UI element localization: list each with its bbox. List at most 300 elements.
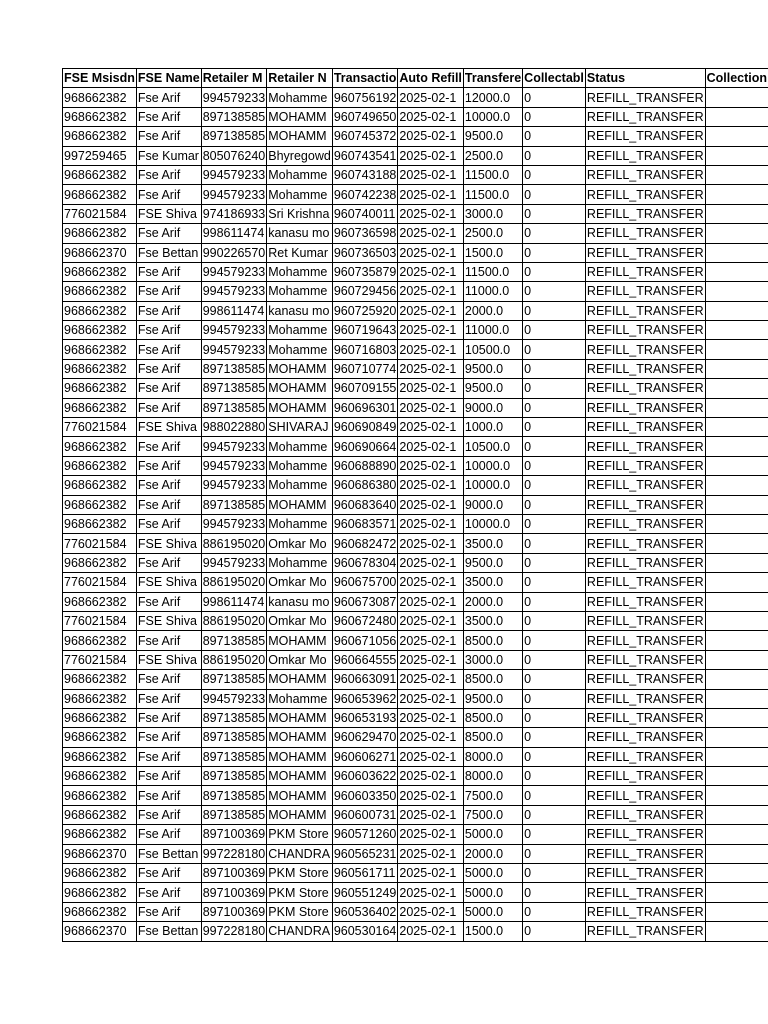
cell-fse-msisdn[interactable]: 776021584 <box>63 611 137 630</box>
header-fse-msisdn[interactable]: FSE Msisdn <box>63 69 137 88</box>
cell-fse-name[interactable]: Fse Arif <box>136 127 201 146</box>
cell-transfer[interactable]: 5000.0 <box>463 883 522 902</box>
cell-transaction[interactable]: 960672480 <box>332 611 398 630</box>
cell-transaction[interactable]: 960710774 <box>332 359 398 378</box>
cell-transfer[interactable]: 10000.0 <box>463 476 522 495</box>
cell-collection[interactable] <box>705 631 768 650</box>
cell-fse-msisdn[interactable]: 968662382 <box>63 476 137 495</box>
cell-transaction[interactable]: 960682472 <box>332 534 398 553</box>
cell-retailer-msisdn[interactable]: 897138585 <box>201 767 267 786</box>
cell-retailer-msisdn[interactable]: 990226570 <box>201 243 267 262</box>
cell-retailer-msisdn[interactable]: 997228180 <box>201 922 267 941</box>
cell-retailer-name[interactable]: Mohamme <box>267 553 333 572</box>
cell-retailer-name[interactable]: MOHAMM <box>267 728 333 747</box>
cell-transfer[interactable]: 8500.0 <box>463 728 522 747</box>
cell-retailer-name[interactable]: Mohamme <box>267 456 333 475</box>
cell-collection[interactable] <box>705 611 768 630</box>
cell-collectable[interactable]: 0 <box>523 631 586 650</box>
cell-fse-msisdn[interactable]: 968662370 <box>63 243 137 262</box>
cell-auto-refill[interactable]: 2025-02-1 <box>398 825 464 844</box>
cell-transfer[interactable]: 11000.0 <box>463 282 522 301</box>
cell-transaction[interactable]: 960664555 <box>332 650 398 669</box>
cell-status[interactable]: REFILL_TRANSFER <box>585 553 705 572</box>
cell-collection[interactable] <box>705 359 768 378</box>
cell-collection[interactable] <box>705 514 768 533</box>
header-auto-refill[interactable]: Auto Refill <box>398 69 464 88</box>
cell-retailer-name[interactable]: CHANDRA <box>267 922 333 941</box>
cell-transfer[interactable]: 3500.0 <box>463 534 522 553</box>
cell-transfer[interactable]: 9000.0 <box>463 495 522 514</box>
cell-collectable[interactable]: 0 <box>523 592 586 611</box>
cell-auto-refill[interactable]: 2025-02-1 <box>398 321 464 340</box>
cell-fse-msisdn[interactable]: 968662382 <box>63 902 137 921</box>
cell-transaction[interactable]: 960530164 <box>332 922 398 941</box>
cell-retailer-msisdn[interactable]: 994579233 <box>201 456 267 475</box>
cell-fse-msisdn[interactable]: 776021584 <box>63 204 137 223</box>
cell-retailer-msisdn[interactable]: 897138585 <box>201 107 267 126</box>
cell-retailer-msisdn[interactable]: 994579233 <box>201 689 267 708</box>
cell-collection[interactable] <box>705 262 768 281</box>
cell-collection[interactable] <box>705 573 768 592</box>
cell-collectable[interactable]: 0 <box>523 883 586 902</box>
cell-collection[interactable] <box>705 825 768 844</box>
cell-fse-name[interactable]: Fse Arif <box>136 437 201 456</box>
cell-auto-refill[interactable]: 2025-02-1 <box>398 476 464 495</box>
cell-transfer[interactable]: 10000.0 <box>463 107 522 126</box>
cell-collectable[interactable]: 0 <box>523 767 586 786</box>
cell-transaction[interactable]: 960735879 <box>332 262 398 281</box>
cell-transfer[interactable]: 7500.0 <box>463 805 522 824</box>
cell-retailer-name[interactable]: Mohamme <box>267 88 333 107</box>
cell-collection[interactable] <box>705 224 768 243</box>
cell-auto-refill[interactable]: 2025-02-1 <box>398 844 464 863</box>
cell-fse-msisdn[interactable]: 968662370 <box>63 844 137 863</box>
cell-collectable[interactable]: 0 <box>523 321 586 340</box>
cell-collection[interactable] <box>705 88 768 107</box>
cell-collectable[interactable]: 0 <box>523 514 586 533</box>
cell-status[interactable]: REFILL_TRANSFER <box>585 844 705 863</box>
cell-transaction[interactable]: 960675700 <box>332 573 398 592</box>
cell-fse-name[interactable]: Fse Arif <box>136 728 201 747</box>
cell-auto-refill[interactable]: 2025-02-1 <box>398 165 464 184</box>
cell-fse-msisdn[interactable]: 968662382 <box>63 379 137 398</box>
cell-transaction[interactable]: 960603622 <box>332 767 398 786</box>
cell-fse-name[interactable]: FSE Shiva <box>136 418 201 437</box>
cell-auto-refill[interactable]: 2025-02-1 <box>398 262 464 281</box>
cell-fse-name[interactable]: Fse Bettan <box>136 922 201 941</box>
cell-transaction[interactable]: 960690664 <box>332 437 398 456</box>
cell-transfer[interactable]: 11500.0 <box>463 185 522 204</box>
cell-status[interactable]: REFILL_TRANSFER <box>585 127 705 146</box>
cell-status[interactable]: REFILL_TRANSFER <box>585 437 705 456</box>
cell-fse-name[interactable]: Fse Bettan <box>136 844 201 863</box>
cell-transaction[interactable]: 960696301 <box>332 398 398 417</box>
cell-fse-msisdn[interactable]: 968662382 <box>63 767 137 786</box>
cell-status[interactable]: REFILL_TRANSFER <box>585 204 705 223</box>
cell-collectable[interactable]: 0 <box>523 805 586 824</box>
cell-fse-msisdn[interactable]: 968662382 <box>63 321 137 340</box>
cell-transaction[interactable]: 960551249 <box>332 883 398 902</box>
cell-auto-refill[interactable]: 2025-02-1 <box>398 631 464 650</box>
cell-fse-name[interactable]: Fse Arif <box>136 631 201 650</box>
cell-status[interactable]: REFILL_TRANSFER <box>585 650 705 669</box>
cell-fse-msisdn[interactable]: 968662382 <box>63 592 137 611</box>
cell-collection[interactable] <box>705 107 768 126</box>
cell-transaction[interactable]: 960716803 <box>332 340 398 359</box>
cell-transaction[interactable]: 960756192 <box>332 88 398 107</box>
cell-transfer[interactable]: 10500.0 <box>463 340 522 359</box>
cell-fse-msisdn[interactable]: 968662382 <box>63 728 137 747</box>
cell-retailer-name[interactable]: MOHAMM <box>267 495 333 514</box>
cell-status[interactable]: REFILL_TRANSFER <box>585 670 705 689</box>
cell-fse-name[interactable]: Fse Arif <box>136 592 201 611</box>
cell-transfer[interactable]: 3500.0 <box>463 611 522 630</box>
cell-collectable[interactable]: 0 <box>523 243 586 262</box>
cell-retailer-msisdn[interactable]: 897138585 <box>201 359 267 378</box>
cell-auto-refill[interactable]: 2025-02-1 <box>398 514 464 533</box>
cell-transaction[interactable]: 960600731 <box>332 805 398 824</box>
cell-retailer-msisdn[interactable]: 897100369 <box>201 864 267 883</box>
cell-collectable[interactable]: 0 <box>523 825 586 844</box>
cell-transaction[interactable]: 960653962 <box>332 689 398 708</box>
cell-transfer[interactable]: 3500.0 <box>463 573 522 592</box>
cell-collectable[interactable]: 0 <box>523 844 586 863</box>
cell-retailer-msisdn[interactable]: 897138585 <box>201 747 267 766</box>
cell-fse-msisdn[interactable]: 968662382 <box>63 340 137 359</box>
cell-collectable[interactable]: 0 <box>523 282 586 301</box>
cell-retailer-msisdn[interactable]: 886195020 <box>201 611 267 630</box>
cell-retailer-name[interactable]: Mohamme <box>267 437 333 456</box>
cell-retailer-msisdn[interactable]: 998611474 <box>201 592 267 611</box>
cell-retailer-name[interactable]: Mohamme <box>267 321 333 340</box>
cell-transfer[interactable]: 8000.0 <box>463 767 522 786</box>
cell-transfer[interactable]: 7500.0 <box>463 786 522 805</box>
cell-transaction[interactable]: 960629470 <box>332 728 398 747</box>
cell-retailer-msisdn[interactable]: 897100369 <box>201 883 267 902</box>
cell-retailer-name[interactable]: MOHAMM <box>267 786 333 805</box>
header-transfer[interactable]: Transfere <box>463 69 522 88</box>
cell-transaction[interactable]: 960565231 <box>332 844 398 863</box>
cell-status[interactable]: REFILL_TRANSFER <box>585 708 705 727</box>
cell-collectable[interactable]: 0 <box>523 127 586 146</box>
cell-retailer-msisdn[interactable]: 994579233 <box>201 88 267 107</box>
cell-collectable[interactable]: 0 <box>523 418 586 437</box>
cell-retailer-msisdn[interactable]: 897138585 <box>201 708 267 727</box>
cell-retailer-name[interactable]: Omkar Mo <box>267 573 333 592</box>
cell-fse-name[interactable]: Fse Arif <box>136 902 201 921</box>
header-fse-name[interactable]: FSE Name <box>136 69 201 88</box>
cell-status[interactable]: REFILL_TRANSFER <box>585 418 705 437</box>
cell-auto-refill[interactable]: 2025-02-1 <box>398 359 464 378</box>
cell-retailer-msisdn[interactable]: 897138585 <box>201 127 267 146</box>
cell-collection[interactable] <box>705 476 768 495</box>
cell-fse-name[interactable]: Fse Arif <box>136 825 201 844</box>
cell-collection[interactable] <box>705 437 768 456</box>
cell-fse-name[interactable]: Fse Arif <box>136 456 201 475</box>
cell-collection[interactable] <box>705 747 768 766</box>
cell-collectable[interactable]: 0 <box>523 476 586 495</box>
cell-collectable[interactable]: 0 <box>523 689 586 708</box>
cell-status[interactable]: REFILL_TRANSFER <box>585 631 705 650</box>
cell-retailer-name[interactable]: MOHAMM <box>267 398 333 417</box>
cell-fse-name[interactable]: FSE Shiva <box>136 573 201 592</box>
cell-transaction[interactable]: 960745372 <box>332 127 398 146</box>
cell-retailer-msisdn[interactable]: 994579233 <box>201 185 267 204</box>
cell-fse-name[interactable]: Fse Bettan <box>136 243 201 262</box>
cell-status[interactable]: REFILL_TRANSFER <box>585 902 705 921</box>
cell-transfer[interactable]: 3000.0 <box>463 650 522 669</box>
cell-transfer[interactable]: 10000.0 <box>463 514 522 533</box>
cell-transaction[interactable]: 960678304 <box>332 553 398 572</box>
cell-collection[interactable] <box>705 165 768 184</box>
cell-retailer-msisdn[interactable]: 994579233 <box>201 321 267 340</box>
cell-collectable[interactable]: 0 <box>523 107 586 126</box>
cell-auto-refill[interactable]: 2025-02-1 <box>398 282 464 301</box>
cell-auto-refill[interactable]: 2025-02-1 <box>398 922 464 941</box>
cell-auto-refill[interactable]: 2025-02-1 <box>398 107 464 126</box>
cell-fse-name[interactable]: Fse Arif <box>136 476 201 495</box>
cell-auto-refill[interactable]: 2025-02-1 <box>398 398 464 417</box>
cell-transfer[interactable]: 3000.0 <box>463 204 522 223</box>
cell-retailer-msisdn[interactable]: 897138585 <box>201 379 267 398</box>
cell-auto-refill[interactable]: 2025-02-1 <box>398 379 464 398</box>
cell-transaction[interactable]: 960743541 <box>332 146 398 165</box>
cell-retailer-msisdn[interactable]: 994579233 <box>201 340 267 359</box>
cell-auto-refill[interactable]: 2025-02-1 <box>398 418 464 437</box>
cell-collectable[interactable]: 0 <box>523 165 586 184</box>
cell-fse-name[interactable]: Fse Arif <box>136 747 201 766</box>
cell-auto-refill[interactable]: 2025-02-1 <box>398 146 464 165</box>
cell-status[interactable]: REFILL_TRANSFER <box>585 922 705 941</box>
cell-collectable[interactable]: 0 <box>523 534 586 553</box>
cell-collection[interactable] <box>705 379 768 398</box>
cell-transaction[interactable]: 960690849 <box>332 418 398 437</box>
cell-retailer-msisdn[interactable]: 886195020 <box>201 650 267 669</box>
cell-auto-refill[interactable]: 2025-02-1 <box>398 224 464 243</box>
cell-collectable[interactable]: 0 <box>523 573 586 592</box>
cell-collection[interactable] <box>705 767 768 786</box>
cell-collectable[interactable]: 0 <box>523 185 586 204</box>
cell-auto-refill[interactable]: 2025-02-1 <box>398 864 464 883</box>
cell-retailer-msisdn[interactable]: 988022880 <box>201 418 267 437</box>
cell-transaction[interactable]: 960729456 <box>332 282 398 301</box>
cell-fse-name[interactable]: Fse Arif <box>136 805 201 824</box>
cell-transfer[interactable]: 9500.0 <box>463 379 522 398</box>
cell-collectable[interactable]: 0 <box>523 262 586 281</box>
cell-fse-name[interactable]: Fse Arif <box>136 786 201 805</box>
cell-collectable[interactable]: 0 <box>523 146 586 165</box>
cell-retailer-name[interactable]: kanasu mo <box>267 592 333 611</box>
header-collectable[interactable]: Collectabl <box>523 69 586 88</box>
cell-collectable[interactable]: 0 <box>523 379 586 398</box>
cell-fse-msisdn[interactable]: 968662382 <box>63 786 137 805</box>
cell-retailer-msisdn[interactable]: 997228180 <box>201 844 267 863</box>
cell-status[interactable]: REFILL_TRANSFER <box>585 146 705 165</box>
cell-fse-msisdn[interactable]: 968662382 <box>63 88 137 107</box>
cell-collectable[interactable]: 0 <box>523 204 586 223</box>
cell-collectable[interactable]: 0 <box>523 708 586 727</box>
cell-collection[interactable] <box>705 204 768 223</box>
cell-fse-name[interactable]: Fse Arif <box>136 301 201 320</box>
cell-transfer[interactable]: 10000.0 <box>463 456 522 475</box>
cell-transaction[interactable]: 960603350 <box>332 786 398 805</box>
cell-status[interactable]: REFILL_TRANSFER <box>585 592 705 611</box>
cell-status[interactable]: REFILL_TRANSFER <box>585 883 705 902</box>
cell-auto-refill[interactable]: 2025-02-1 <box>398 786 464 805</box>
cell-retailer-msisdn[interactable]: 994579233 <box>201 282 267 301</box>
cell-retailer-name[interactable]: SHIVARAJ <box>267 418 333 437</box>
cell-transfer[interactable]: 8500.0 <box>463 670 522 689</box>
cell-fse-msisdn[interactable]: 968662382 <box>63 689 137 708</box>
cell-retailer-msisdn[interactable]: 886195020 <box>201 573 267 592</box>
cell-retailer-name[interactable]: Omkar Mo <box>267 534 333 553</box>
cell-retailer-msisdn[interactable]: 886195020 <box>201 534 267 553</box>
cell-retailer-name[interactable]: MOHAMM <box>267 127 333 146</box>
cell-retailer-msisdn[interactable]: 897100369 <box>201 825 267 844</box>
cell-auto-refill[interactable]: 2025-02-1 <box>398 243 464 262</box>
cell-fse-name[interactable]: FSE Shiva <box>136 534 201 553</box>
cell-fse-name[interactable]: Fse Arif <box>136 864 201 883</box>
cell-retailer-name[interactable]: Mohamme <box>267 262 333 281</box>
cell-transfer[interactable]: 8500.0 <box>463 708 522 727</box>
cell-collection[interactable] <box>705 398 768 417</box>
cell-retailer-msisdn[interactable]: 998611474 <box>201 224 267 243</box>
cell-auto-refill[interactable]: 2025-02-1 <box>398 747 464 766</box>
cell-collectable[interactable]: 0 <box>523 553 586 572</box>
cell-auto-refill[interactable]: 2025-02-1 <box>398 185 464 204</box>
cell-auto-refill[interactable]: 2025-02-1 <box>398 204 464 223</box>
cell-status[interactable]: REFILL_TRANSFER <box>585 379 705 398</box>
cell-auto-refill[interactable]: 2025-02-1 <box>398 805 464 824</box>
cell-transfer[interactable]: 2000.0 <box>463 301 522 320</box>
cell-fse-name[interactable]: Fse Arif <box>136 165 201 184</box>
cell-status[interactable]: REFILL_TRANSFER <box>585 243 705 262</box>
cell-transfer[interactable]: 1500.0 <box>463 922 522 941</box>
cell-collectable[interactable]: 0 <box>523 902 586 921</box>
cell-collection[interactable] <box>705 864 768 883</box>
cell-transaction[interactable]: 960683571 <box>332 514 398 533</box>
cell-status[interactable]: REFILL_TRANSFER <box>585 864 705 883</box>
cell-status[interactable]: REFILL_TRANSFER <box>585 282 705 301</box>
cell-collection[interactable] <box>705 243 768 262</box>
cell-status[interactable]: REFILL_TRANSFER <box>585 689 705 708</box>
cell-retailer-msisdn[interactable]: 897138585 <box>201 670 267 689</box>
cell-fse-msisdn[interactable]: 968662382 <box>63 883 137 902</box>
cell-fse-name[interactable]: Fse Arif <box>136 398 201 417</box>
cell-collection[interactable] <box>705 456 768 475</box>
cell-collectable[interactable]: 0 <box>523 495 586 514</box>
cell-retailer-msisdn[interactable]: 974186933 <box>201 204 267 223</box>
cell-transaction[interactable]: 960736598 <box>332 224 398 243</box>
cell-status[interactable]: REFILL_TRANSFER <box>585 262 705 281</box>
cell-transfer[interactable]: 2500.0 <box>463 224 522 243</box>
cell-auto-refill[interactable]: 2025-02-1 <box>398 495 464 514</box>
cell-fse-msisdn[interactable]: 968662382 <box>63 670 137 689</box>
cell-fse-msisdn[interactable]: 776021584 <box>63 573 137 592</box>
cell-retailer-msisdn[interactable]: 897100369 <box>201 902 267 921</box>
cell-fse-msisdn[interactable]: 776021584 <box>63 650 137 669</box>
cell-transfer[interactable]: 12000.0 <box>463 88 522 107</box>
cell-collectable[interactable]: 0 <box>523 437 586 456</box>
cell-fse-msisdn[interactable]: 968662382 <box>63 185 137 204</box>
cell-auto-refill[interactable]: 2025-02-1 <box>398 456 464 475</box>
cell-collection[interactable] <box>705 321 768 340</box>
cell-auto-refill[interactable]: 2025-02-1 <box>398 670 464 689</box>
cell-status[interactable]: REFILL_TRANSFER <box>585 534 705 553</box>
cell-fse-msisdn[interactable]: 968662382 <box>63 282 137 301</box>
cell-retailer-name[interactable]: Mohamme <box>267 689 333 708</box>
cell-retailer-msisdn[interactable]: 994579233 <box>201 514 267 533</box>
cell-fse-name[interactable]: Fse Arif <box>136 883 201 902</box>
cell-retailer-name[interactable]: kanasu mo <box>267 301 333 320</box>
cell-transaction[interactable]: 960606271 <box>332 747 398 766</box>
cell-fse-msisdn[interactable]: 968662382 <box>63 514 137 533</box>
cell-retailer-msisdn[interactable]: 897138585 <box>201 728 267 747</box>
cell-retailer-name[interactable]: Mohamme <box>267 514 333 533</box>
cell-retailer-msisdn[interactable]: 897138585 <box>201 805 267 824</box>
cell-collectable[interactable]: 0 <box>523 88 586 107</box>
cell-collection[interactable] <box>705 146 768 165</box>
cell-fse-msisdn[interactable]: 968662382 <box>63 224 137 243</box>
cell-collectable[interactable]: 0 <box>523 359 586 378</box>
cell-status[interactable]: REFILL_TRANSFER <box>585 340 705 359</box>
cell-fse-name[interactable]: Fse Arif <box>136 321 201 340</box>
cell-status[interactable]: REFILL_TRANSFER <box>585 495 705 514</box>
cell-auto-refill[interactable]: 2025-02-1 <box>398 650 464 669</box>
cell-status[interactable]: REFILL_TRANSFER <box>585 165 705 184</box>
cell-transfer[interactable]: 11500.0 <box>463 262 522 281</box>
cell-collectable[interactable]: 0 <box>523 864 586 883</box>
cell-auto-refill[interactable]: 2025-02-1 <box>398 534 464 553</box>
cell-fse-name[interactable]: Fse Arif <box>136 553 201 572</box>
cell-status[interactable]: REFILL_TRANSFER <box>585 786 705 805</box>
cell-fse-name[interactable]: Fse Arif <box>136 379 201 398</box>
cell-auto-refill[interactable]: 2025-02-1 <box>398 883 464 902</box>
cell-fse-msisdn[interactable]: 968662382 <box>63 456 137 475</box>
cell-transfer[interactable]: 5000.0 <box>463 825 522 844</box>
cell-transfer[interactable]: 10500.0 <box>463 437 522 456</box>
cell-status[interactable]: REFILL_TRANSFER <box>585 398 705 417</box>
cell-transaction[interactable]: 960653193 <box>332 708 398 727</box>
cell-fse-msisdn[interactable]: 968662382 <box>63 864 137 883</box>
cell-status[interactable]: REFILL_TRANSFER <box>585 456 705 475</box>
cell-retailer-msisdn[interactable]: 994579233 <box>201 262 267 281</box>
header-retailer-msisdn[interactable]: Retailer M <box>201 69 267 88</box>
cell-collection[interactable] <box>705 592 768 611</box>
cell-retailer-name[interactable]: MOHAMM <box>267 107 333 126</box>
cell-status[interactable]: REFILL_TRANSFER <box>585 805 705 824</box>
cell-transaction[interactable]: 960571260 <box>332 825 398 844</box>
cell-collection[interactable] <box>705 127 768 146</box>
cell-fse-name[interactable]: Fse Kumar <box>136 146 201 165</box>
cell-fse-name[interactable]: Fse Arif <box>136 670 201 689</box>
cell-collectable[interactable]: 0 <box>523 340 586 359</box>
cell-fse-msisdn[interactable]: 968662382 <box>63 553 137 572</box>
cell-status[interactable]: REFILL_TRANSFER <box>585 359 705 378</box>
cell-auto-refill[interactable]: 2025-02-1 <box>398 728 464 747</box>
cell-transaction[interactable]: 960709155 <box>332 379 398 398</box>
cell-transfer[interactable]: 2000.0 <box>463 592 522 611</box>
cell-transfer[interactable]: 11000.0 <box>463 321 522 340</box>
cell-status[interactable]: REFILL_TRANSFER <box>585 185 705 204</box>
cell-transfer[interactable]: 11500.0 <box>463 165 522 184</box>
cell-retailer-name[interactable]: PKM Store <box>267 902 333 921</box>
cell-collection[interactable] <box>705 902 768 921</box>
cell-status[interactable]: REFILL_TRANSFER <box>585 573 705 592</box>
cell-collection[interactable] <box>705 282 768 301</box>
cell-retailer-name[interactable]: MOHAMM <box>267 747 333 766</box>
cell-collection[interactable] <box>705 883 768 902</box>
